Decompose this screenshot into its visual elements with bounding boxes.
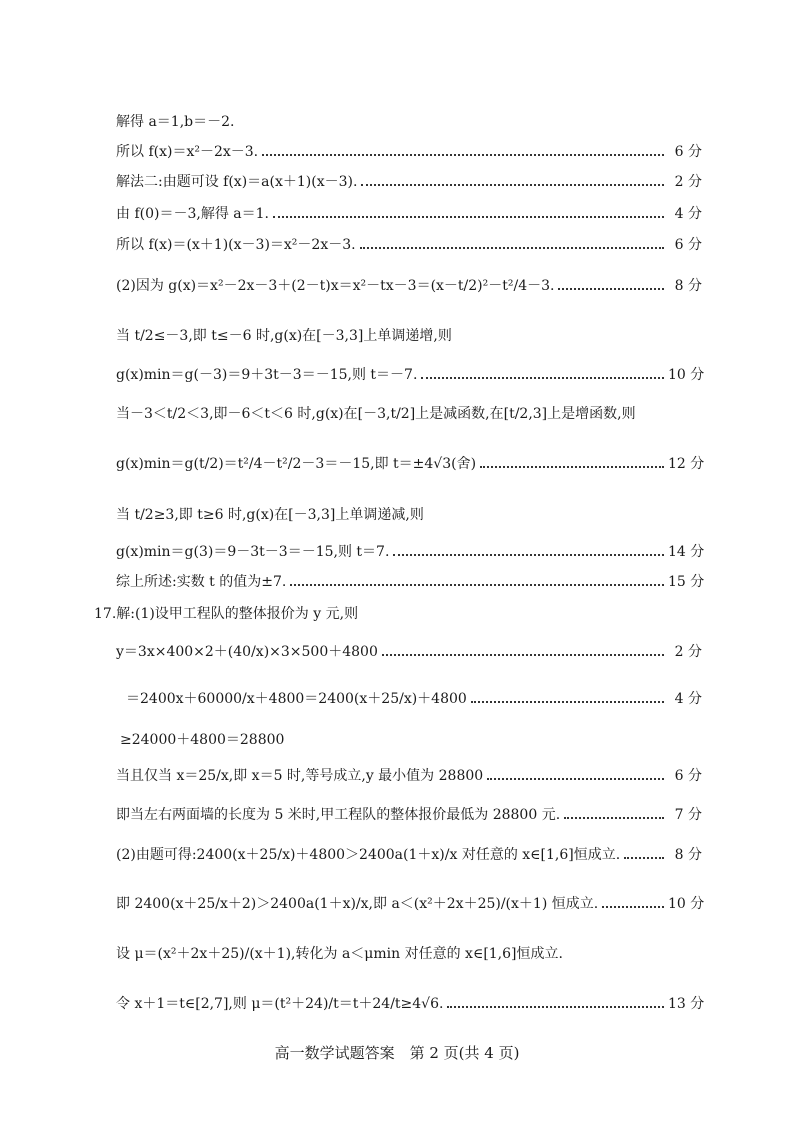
line-text: 当－3＜t/2＜3,即－6＜t＜6 时,g(x)在[－3,t/2]上是减函数,在[t/2,3]上是增函数,则 [116,406,636,422]
line-text: 当 t/2≤－3,即 t≤－6 时,g(x)在[－3,3]上单调递增,则 [116,328,452,344]
solution-line-1 [116,112,702,132]
score-mark: 15 分 [668,574,705,590]
score-mark: 8 分 [674,847,702,863]
solution-line-7 [116,326,702,346]
score-mark: 2 分 [674,174,702,190]
line-text: ≥24000＋4800＝28800 [120,732,285,748]
solution-line-12 [116,542,705,562]
dot-leader [290,584,664,586]
line-text: 所以 f(x)＝x²－2x－3. [116,144,259,160]
dot-leader [273,216,664,218]
solution-line-22 [116,944,702,964]
solution-line-10 [116,454,705,474]
line-text: 17.解:(1)设甲工程队的整体报价为 y 元,则 [94,606,359,622]
line-text: ＝2400x＋60000/x＋4800＝2400(x＋25/x)＋4800 [126,691,467,707]
line-text: 令 x＋1＝t∈[2,7],则 μ＝(t²＋24)/t＝t＋24/t≥4√6. [116,996,444,1012]
line-text: 由 f(0)＝－3,解得 a＝1. [116,206,269,222]
solution-line-6 [116,276,702,296]
line-text: y＝3x×400×2＋(40/x)×3×500＋4800 [116,644,378,660]
line-text: 当 t/2≥3,即 t≥6 时,g(x)在[－3,3]上单调递减,则 [116,507,424,523]
score-mark: 8 分 [674,278,702,294]
dot-leader [602,906,664,908]
score-mark: 14 分 [668,544,705,560]
solution-line-3 [116,172,702,192]
line-text: 即 2400(x＋25/x＋2)＞2400a(1＋x)/x,即 a＜(x²＋2x＋25)/(x＋1) 恒成立. [116,896,599,912]
line-text: 即当左右两面墙的长度为 5 米时,甲工程队的整体报价最低为 28800 元. [116,807,561,823]
solution-line-5 [116,235,702,255]
solution-line-16 [126,689,702,709]
line-text: 综上所述:实数 t 的值为±7. [116,574,287,590]
dot-leader [382,654,664,656]
score-mark: 4 分 [674,206,702,222]
solution-line-11 [116,505,702,525]
score-mark: 10 分 [668,367,705,383]
dot-leader [624,857,664,859]
line-text: 当且仅当 x＝25/x,即 x＝5 时,等号成立,y 最小值为 28800 [116,768,484,784]
page-footer: 高一数学试题答案 第 2 页(共 4 页) [274,1044,520,1062]
dot-leader [558,288,664,290]
solution-line-9 [116,404,702,424]
score-mark: 13 分 [668,996,705,1012]
score-mark: 6 分 [674,237,702,253]
score-mark: 6 分 [674,768,702,784]
dot-leader [487,778,664,780]
score-mark: 4 分 [674,691,702,707]
dot-leader [360,247,664,249]
solution-line-4 [116,204,702,224]
line-text: (2)因为 g(x)＝x²－2x－3＋(2－t)x＝x²－tx－3＝(x－t/2)²－t²/4－3. [116,278,555,294]
solution-line-17 [120,730,702,750]
dot-leader [471,701,664,703]
dot-leader [262,154,664,156]
line-text: 设 μ＝(x²＋2x＋25)/(x＋1),转化为 a＜μmin 对任意的 x∈[1,6]恒成立. [116,946,563,962]
score-mark: 12 分 [668,456,705,472]
score-mark: 7 分 [674,807,702,823]
line-text: g(x)min＝g(3)＝9－3t－3＝－15,则 t＝7. [116,544,390,560]
line-text: g(x)min＝g(t/2)＝t²/4－t²/2－3＝－15,即 t＝±4√3(舍) [116,456,477,472]
line-text: (2)由题可得:2400(x＋25/x)＋4800＞2400a(1＋x)/x 对任意的 x∈[1,6]恒成立. [116,847,621,863]
dot-leader [447,1006,664,1008]
solution-line-15 [116,642,702,662]
dot-leader [480,466,664,468]
solution-line-2 [116,142,702,162]
problem-17-heading [94,604,702,624]
score-mark: 2 分 [674,644,702,660]
solution-line-18 [116,766,702,786]
solution-line-8 [116,365,705,385]
solution-line-13 [116,572,705,592]
line-text: 所以 f(x)＝(x＋1)(x－3)＝x²－2x－3. [116,237,356,253]
dot-leader [393,554,664,556]
line-text: 解法二:由题可设 f(x)＝a(x＋1)(x－3). [116,174,358,190]
score-mark: 10 分 [668,896,705,912]
solution-line-19 [116,805,702,825]
solution-line-23 [116,994,705,1014]
dot-leader [361,184,664,186]
solution-line-20 [116,845,702,865]
dot-leader [421,377,664,379]
solution-line-21 [116,894,705,914]
line-text: g(x)min＝g(－3)＝9＋3t－3＝－15,则 t＝－7. [116,367,418,383]
line-text: 解得 a＝1,b＝－2. [116,114,235,130]
dot-leader [564,817,664,819]
score-mark: 6 分 [674,144,702,160]
